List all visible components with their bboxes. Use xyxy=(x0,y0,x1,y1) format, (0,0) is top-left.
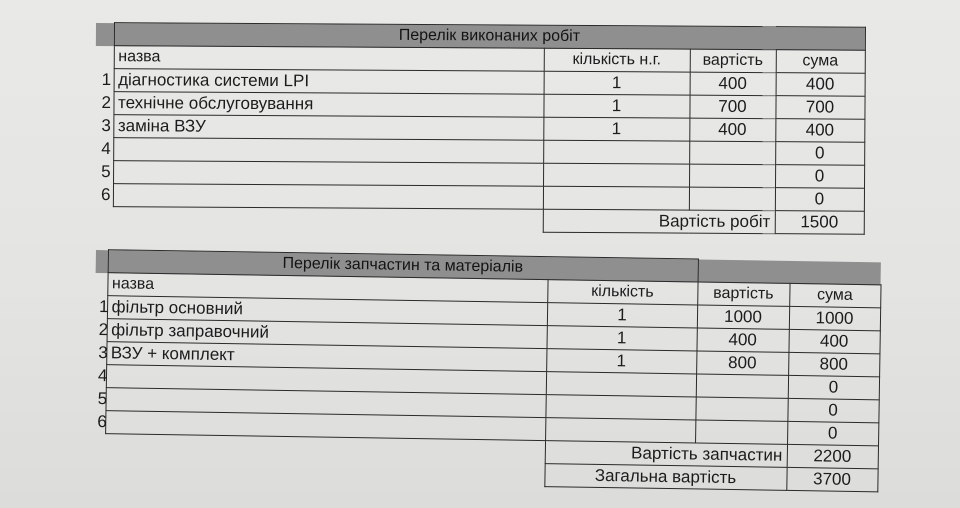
item-qty xyxy=(543,163,689,187)
works-header-qty: кількість н.г. xyxy=(544,48,690,72)
parts-header-qty: кількість xyxy=(547,280,697,305)
item-sum: 700 xyxy=(775,96,864,120)
item-price: 800 xyxy=(696,351,788,375)
item-sum: 400 xyxy=(776,73,865,97)
works-header-price: вартість xyxy=(690,49,776,73)
item-qty: 1 xyxy=(546,349,696,374)
parts-header-sum: сума xyxy=(789,283,880,307)
row-number: 1 xyxy=(98,297,109,317)
parts-table xyxy=(92,249,881,492)
item-qty xyxy=(546,372,696,397)
works-header-sum: сума xyxy=(776,50,865,74)
works-total-label: Вартість робіт xyxy=(543,209,775,233)
parts-total-value: 2200 xyxy=(787,444,878,468)
item-name xyxy=(113,184,543,210)
item-name xyxy=(113,138,543,164)
item-name: діагностика системи LPI xyxy=(114,69,544,95)
item-qty: 1 xyxy=(544,71,690,95)
row-number: 4 xyxy=(97,366,108,386)
item-price: 400 xyxy=(690,72,776,96)
item-price: 1000 xyxy=(697,305,789,329)
item-qty xyxy=(545,395,695,420)
works-total-row xyxy=(95,206,864,234)
item-price xyxy=(695,420,787,444)
works-table xyxy=(95,22,866,235)
item-price xyxy=(689,141,775,165)
item-qty xyxy=(543,186,689,210)
parts-header-name: назва xyxy=(107,273,547,303)
item-qty xyxy=(543,140,689,164)
item-sum: 800 xyxy=(788,352,879,376)
parts-total-label: Вартість запчастин xyxy=(545,441,787,468)
row-number: 1 xyxy=(101,70,112,90)
row-number: 4 xyxy=(101,139,111,159)
row-number: 6 xyxy=(97,412,107,432)
item-name: технічне обслуговування xyxy=(113,92,543,118)
grand-total-label: Загальна вартість xyxy=(544,464,786,491)
parts-header-price: вартість xyxy=(697,282,789,306)
item-sum: 1000 xyxy=(789,306,880,330)
grand-total-value: 3700 xyxy=(786,467,877,491)
row-number: 6 xyxy=(100,185,111,205)
item-name xyxy=(113,161,543,187)
item-qty: 1 xyxy=(547,303,697,328)
item-qty: 1 xyxy=(543,94,689,118)
item-sum: 0 xyxy=(775,142,864,166)
works-title: Перелік виконаних робіт xyxy=(114,23,865,51)
row-number: 2 xyxy=(101,93,112,113)
item-price xyxy=(689,187,775,211)
item-qty xyxy=(545,418,695,443)
item-qty: 1 xyxy=(546,326,696,351)
item-price xyxy=(695,397,787,421)
item-sum: 0 xyxy=(787,421,878,445)
item-price xyxy=(696,374,788,398)
item-price: 400 xyxy=(689,118,775,142)
row-number: 5 xyxy=(97,389,108,409)
item-sum: 400 xyxy=(788,329,879,353)
item-name: фільтр заправочний xyxy=(107,319,547,349)
row-number: 3 xyxy=(98,343,108,363)
item-price xyxy=(689,164,775,188)
item-price: 700 xyxy=(689,95,775,119)
item-sum: 400 xyxy=(775,119,864,143)
row-number: 2 xyxy=(98,320,109,340)
works-header-name: назва xyxy=(114,46,544,72)
row-number: 3 xyxy=(101,116,111,136)
item-sum: 0 xyxy=(775,165,864,189)
item-sum: 0 xyxy=(788,375,879,399)
item-name: фільтр основний xyxy=(107,296,547,326)
item-name: заміна ВЗУ xyxy=(113,115,543,141)
item-price: 400 xyxy=(696,328,788,352)
works-total-value: 1500 xyxy=(775,211,864,235)
parts-title: Перелік запчастин та матеріалів xyxy=(108,250,698,282)
item-sum: 0 xyxy=(787,398,878,422)
item-qty: 1 xyxy=(543,117,689,141)
row-number: 5 xyxy=(101,162,111,182)
item-name: ВЗУ + комплект xyxy=(106,342,546,372)
item-sum: 0 xyxy=(775,188,864,212)
